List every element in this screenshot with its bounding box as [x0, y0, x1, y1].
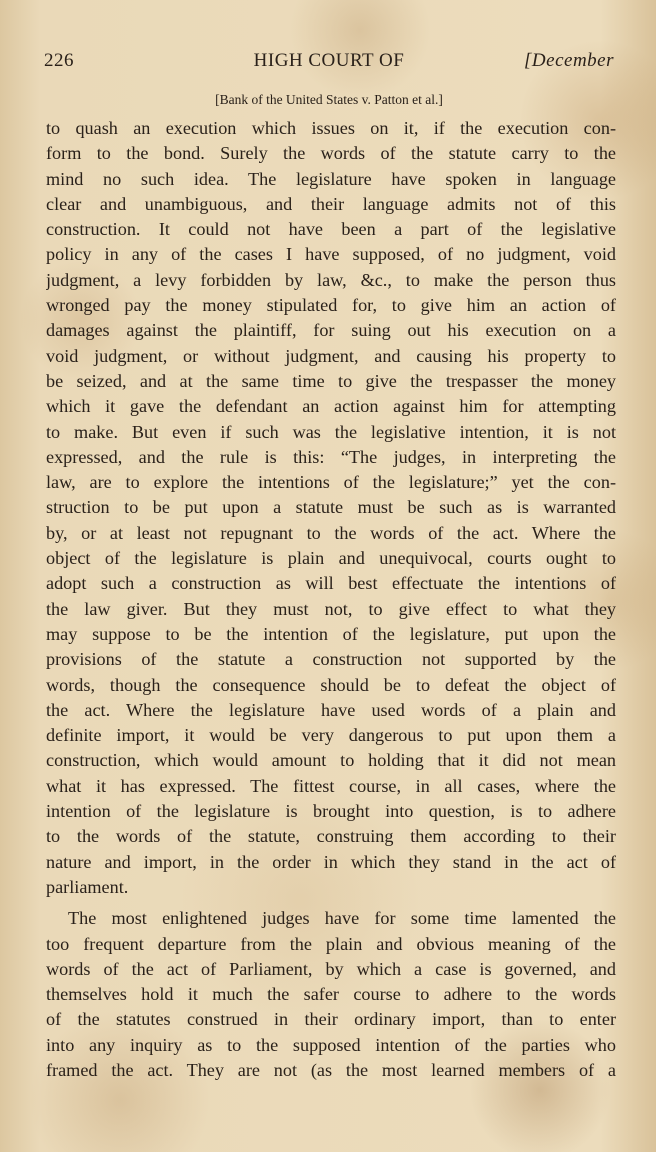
text-line: object of the legislature is plain and unequivocal, courts ought to: [46, 548, 616, 569]
text-line: form to the bond. Surely the words of the statute carry to the: [46, 143, 616, 164]
text-line: definite import, it would be very dangerous to put upon them a: [46, 725, 616, 746]
paragraph-1: [46, 116, 616, 900]
text-line: too frequent departure from the plain and obvious meaning of the: [46, 933, 616, 954]
text-line: struction to be put upon a statute must be such as is warranted: [46, 497, 616, 518]
text-line: framed the act. They are not (as the most learned members of a: [46, 1059, 616, 1080]
text-line: intention of the legislature is brought into question, is to adhere: [46, 801, 616, 822]
case-reference: [Bank of the United States v. Patton et al.]: [215, 92, 443, 107]
text-line: by, or at least not repugnant to the words of the act. Where the: [46, 522, 616, 543]
paragraph-2: [46, 906, 616, 1083]
text-line: provisions of the statute a construction not supported by the: [46, 649, 616, 670]
text-line: words of the act of Parliament, by which a case is governed, and: [46, 958, 616, 979]
running-title: HIGH COURT OF: [253, 50, 405, 71]
text-line: of the statutes construed in their ordinary import, than to enter: [46, 1009, 616, 1030]
text-line: expressed, and the rule is this: “The judges, in interpreting the: [46, 446, 616, 467]
text-line: to make. But even if such was the legislative intention, it is not: [46, 421, 616, 442]
running-header: [44, 50, 614, 76]
text-line: what it has expressed. The fittest course, in all cases, where the: [46, 775, 616, 796]
body-text: [46, 116, 616, 1083]
text-line: may suppose to be the intention of the legislature, put upon the: [46, 623, 616, 644]
text-line: judgment, a levy forbidden by law, &c., to make the person thus: [46, 269, 616, 290]
text-line: the law giver. But they must not, to give effect to what they: [46, 598, 616, 619]
text-line: adopt such a construction as will best effectuate the intentions of: [46, 573, 616, 594]
text-line: themselves hold it much the safer course to adhere to the words: [46, 984, 616, 1005]
page-number: 226: [44, 50, 74, 71]
text-line: damages against the plaintiff, for suing out his execution on a: [46, 320, 616, 341]
text-line: law, are to explore the intentions of the legislature;” yet the con-: [46, 472, 616, 493]
text-line: wronged pay the money stipulated for, to give him an action of: [46, 295, 616, 316]
text-line: into any inquiry as to the supposed intention of the parties who: [46, 1034, 616, 1055]
text-line: parliament.: [46, 876, 129, 897]
text-line: the act. Where the legislature have used words of a plain and: [46, 699, 616, 720]
text-line: which it gave the defendant an action against him for attempting: [46, 396, 616, 417]
running-month: [December: [524, 50, 614, 71]
text-line: construction. It could not have been a part of the legislative: [46, 219, 616, 240]
text-line: nature and import, in the order in which they stand in the act of: [46, 851, 616, 872]
text-line: be seized, and at the same time to give the trespasser the money: [46, 370, 616, 391]
text-line: construction, which would amount to holding that it did not mean: [46, 750, 616, 771]
text-line: words, though the consequence should be to defeat the object of: [46, 674, 616, 695]
text-line: policy in any of the cases I have supposed, of no judgment, void: [46, 244, 616, 265]
text-line: mind no such idea. The legislature have spoken in language: [46, 168, 616, 189]
text-line: void judgment, or without judgment, and causing his property to: [46, 345, 616, 366]
text-line: to the words of the statute, construing them according to their: [46, 826, 616, 847]
text-line: clear and unambiguous, and their language admits not of this: [46, 193, 616, 214]
text-line: The most enlightened judges have for some time lamented the: [68, 908, 616, 929]
text-line: to quash an execution which issues on it, if the execution con-: [46, 118, 616, 138]
